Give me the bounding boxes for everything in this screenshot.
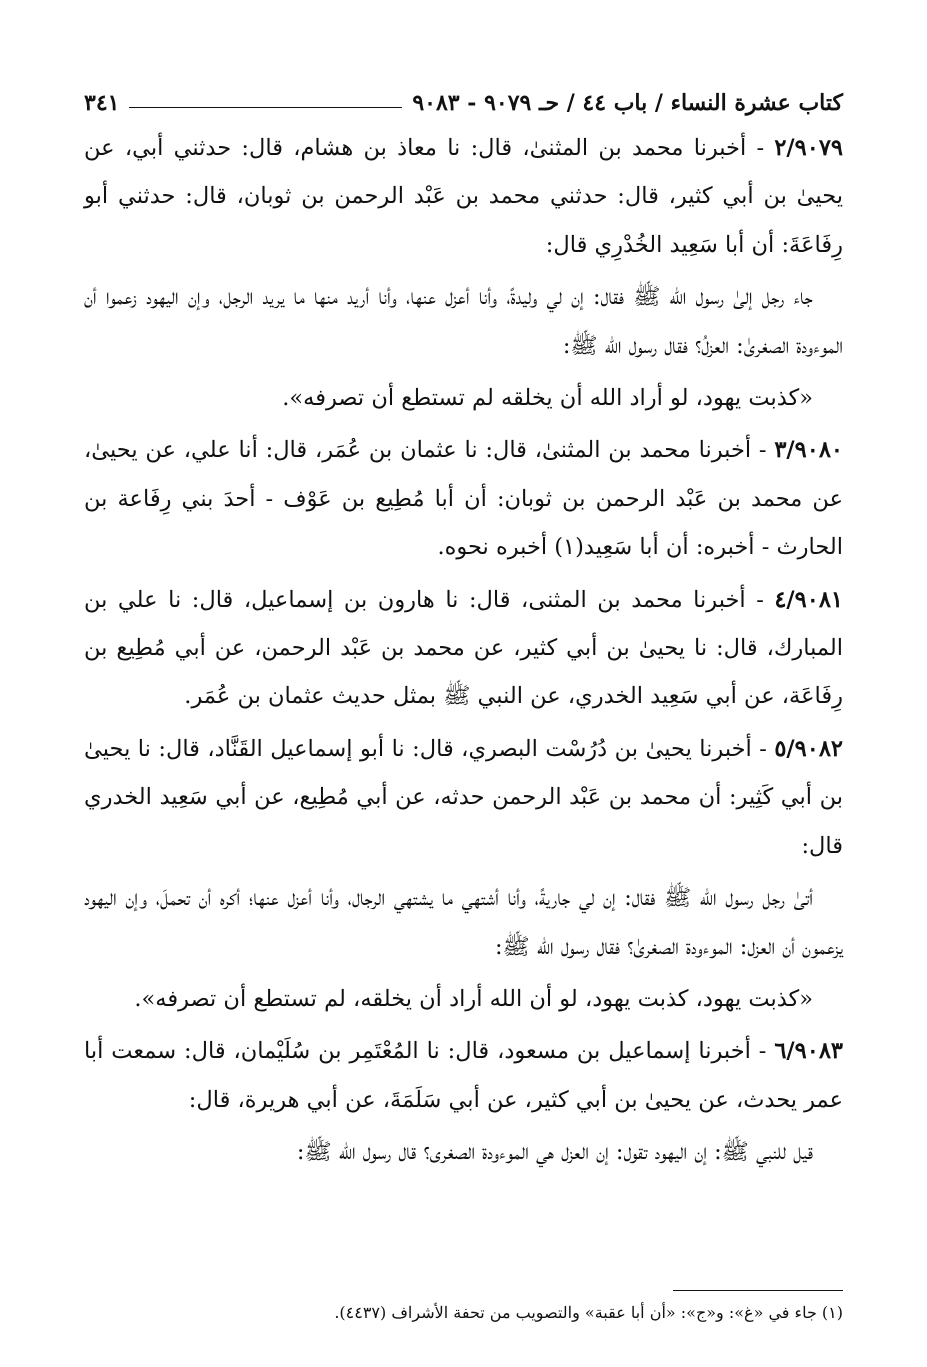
hadith-number: ٦/٩٠٨٣ bbox=[774, 1038, 843, 1065]
hadith-9081 bbox=[84, 576, 843, 721]
page-number: ٣٤١ bbox=[84, 90, 120, 116]
hadith-9082-quote bbox=[84, 975, 843, 1023]
paragraph-text: «كذبت يهود، لو أراد الله أن يخلقه لم تستطع أن تصرفه». bbox=[282, 385, 813, 412]
hadith-number: ٤/٩٠٨١ bbox=[774, 586, 843, 613]
hadith-9079 bbox=[84, 124, 843, 269]
hadith-9079-matn bbox=[84, 273, 843, 370]
main-text bbox=[84, 124, 843, 1177]
hadith-9080 bbox=[84, 426, 843, 571]
hadith-9082-matn bbox=[84, 874, 843, 971]
hadith-9083 bbox=[84, 1027, 843, 1124]
paragraph-text: أتىٰ رجل رسول الله ﷺ فقال: إن لي جاريةً، وأنا أشتهي ما يشتهي الرجال، وأنا أعزل عنها؛ أكره أن تحملَ، وإن اليهود يزعمون أن العزل: الموءودة الصغرىٰ؟ فقال رسول الله ﷺ: bbox=[84, 885, 843, 960]
hadith-text: - أخبرنا إسماعيل بن مسعود، قال: نا المُعْتَمِر بن سُلَيْمان، قال: سمعت أبا عمر يحدث، عن يحيىٰ بن أبي كثير، عن أبي سَلَمَةَ، عن أبي هريرة، قال: bbox=[84, 1038, 843, 1113]
footnote-divider bbox=[673, 1290, 843, 1291]
paragraph-text: «كذبت يهود، كذبت يهود، لو أن الله أراد أن يخلقه، لم تستطع أن تصرفه». bbox=[134, 985, 813, 1012]
footnote: (١) جاء في «غ»: و«ج»: «أن أبا عقبة» والتصويب من تحفة الأشراف (٤٤٣٧). bbox=[334, 1303, 843, 1322]
running-head bbox=[84, 78, 843, 116]
hadith-text: - أخبرنا محمد بن المثنىٰ، قال: نا معاذ بن هشام، قال: حدثني أبي، عن يحيىٰ بن أبي كثير، قال: حدثني محمد بن عَبْد الرحمن بن ثوبان، قال: حدثني أبو رِفَاعَةَ: أن أبا سَعِيد الخُدْرِي قال: bbox=[84, 135, 843, 258]
header-title: كتاب عشرة النساء / باب ٤٤ / حـ ٩٠٧٩ - ٩٠٨٣ bbox=[412, 90, 843, 116]
hadith-number: ٢/٩٠٧٩ bbox=[774, 135, 843, 161]
hadith-text: - أخبرنا محمد بن المثنىٰ، قال: نا عثمان بن عُمَر، قال: أنا علي، عن يحيىٰ، عن محمد بن عَبْد الرحمن بن ثوبان: أن أبا مُطِيع بن عَوْف - أحدَ بني رِفَاعة بن الحارث - أخبره: أن أبا سَعِيد(١) أخبره نحوه. bbox=[84, 437, 843, 561]
hadith-number: ٣/٩٠٨٠ bbox=[774, 437, 843, 464]
hadith-9082 bbox=[84, 725, 843, 870]
hadith-text: - أخبرنا محمد بن المثنى، قال: نا هارون بن إسماعيل، قال: نا علي بن المبارك، قال: نا يحيىٰ بن أبي كثير، عن محمد بن عَبْد الرحمن، عن أبي مُطِيع بن رِفَاعَة، عن أبي سَعِيد الخدري، عن النبي ﷺ بمثل حديث عثمان بن عُمَر. bbox=[84, 586, 843, 710]
paragraph-text: جاء رجل إلىٰ رسول الله ﷺ فقال: إن لي وليدةً، وأنا أعزل عنها، وأنا أريد منها ما يريد الرجل، وإن اليهود زعموا أن الموءودة الصغرىٰ: العزلُ؟ فقال رسول الله ﷺ: bbox=[84, 284, 843, 359]
hadith-9083-matn bbox=[84, 1128, 843, 1176]
paragraph-text: قيل للنبي ﷺ: إن اليهود تقول: إن العزل هي الموءودة الصغرى؟ قال رسول الله ﷺ: bbox=[296, 1139, 813, 1166]
hadith-text: - أخبرنا يحيىٰ بن دُرُسْت البصري، قال: نا أبو إسماعيل القَنَّاد، قال: نا يحيىٰ بن أبي كَثِير: أن محمد بن عَبْد الرحمن حدثه، عن أبي مُطِيع، عن أبي سَعِيد الخدري قال: bbox=[84, 735, 843, 859]
hadith-9079-quote bbox=[84, 374, 843, 422]
hadith-number: ٥/٩٠٨٢ bbox=[774, 735, 843, 762]
header-rule bbox=[129, 107, 402, 108]
